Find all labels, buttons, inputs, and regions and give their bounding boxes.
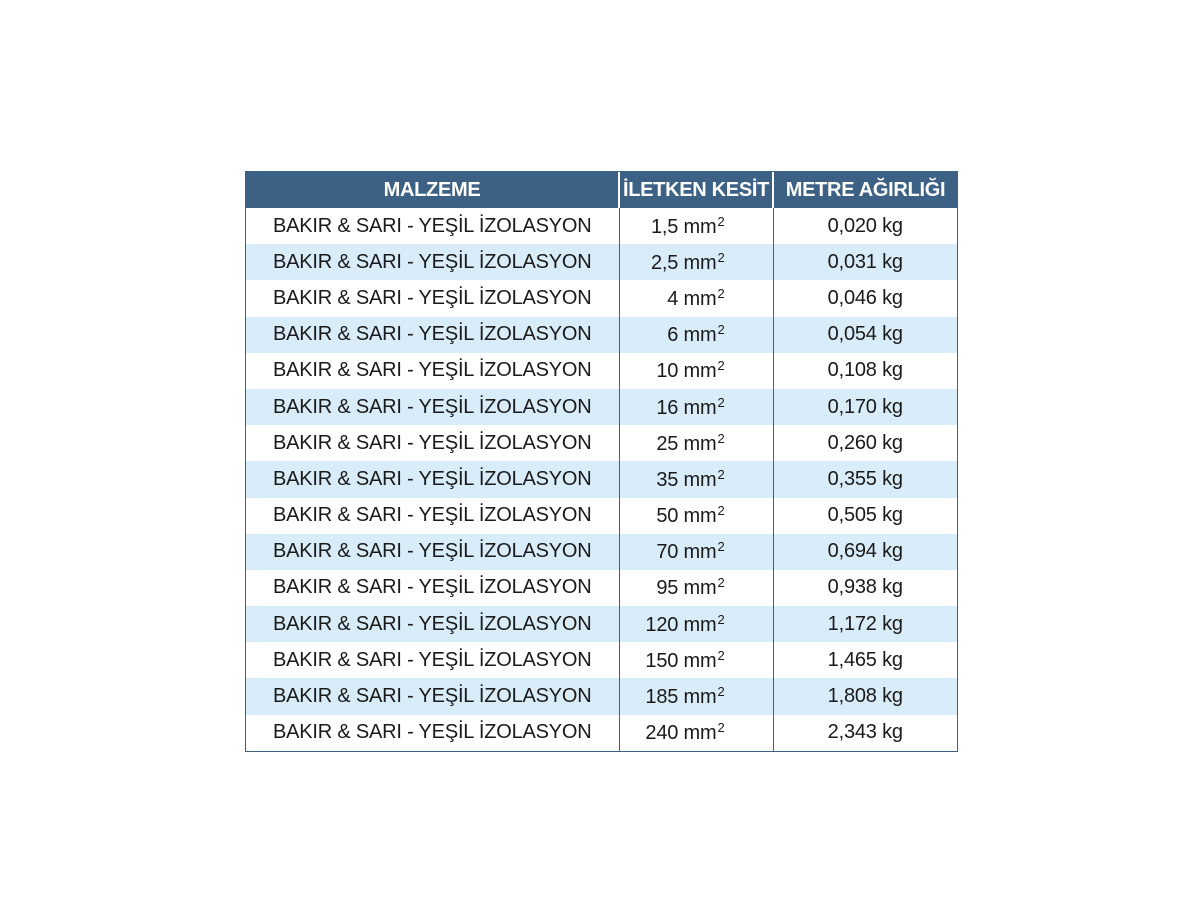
cell-metre-agirligi: 1,172 kg [773, 606, 957, 642]
cell-iletken-kesit [619, 715, 773, 751]
header-iletken-kesit: İLETKEN KESİT [619, 172, 773, 208]
cell-iletken-kesit [619, 317, 773, 353]
cell-iletken-kesit [619, 678, 773, 714]
unit-superscript: 2 [717, 358, 725, 374]
kesit-value: 150 mm [645, 649, 717, 672]
table-row [246, 715, 957, 751]
unit-superscript: 2 [717, 503, 725, 519]
header-malzeme: MALZEME [246, 172, 619, 208]
cell-metre-agirligi: 0,505 kg [773, 498, 957, 534]
cell-malzeme: BAKIR & SARI - YEŞİL İZOLASYON [272, 721, 592, 744]
unit-superscript: 2 [717, 322, 725, 338]
cell-iletken-kesit [619, 425, 773, 461]
table-row [246, 678, 957, 714]
cell-malzeme: BAKIR & SARI - YEŞİL İZOLASYON [246, 317, 619, 353]
table-header [246, 172, 957, 208]
cell-metre-agirligi: 0,170 kg [773, 389, 957, 425]
cell-iletken-kesit [619, 353, 773, 389]
cell-metre-agirligi: 0,938 kg [773, 570, 957, 606]
kesit-value: 50 mm [656, 505, 717, 528]
kesit-value: 2,5 mm [650, 251, 717, 274]
cell-metre-agirligi: 0,020 kg [773, 208, 957, 244]
cell-malzeme: BAKIR & SARI - YEŞİL İZOLASYON [246, 389, 619, 425]
cell-malzeme: BAKIR & SARI - YEŞİL İZOLASYON [272, 648, 592, 671]
unit-superscript: 2 [717, 466, 725, 482]
kesit-value: 4 mm [667, 287, 717, 310]
cell-iletken-kesit [619, 208, 773, 244]
cell-malzeme: BAKIR & SARI - YEŞİL İZOLASYON [272, 214, 592, 237]
unit-superscript: 2 [717, 249, 725, 265]
kesit-value: 35 mm [656, 468, 717, 491]
unit-superscript: 2 [717, 611, 725, 627]
header-metre-agirligi: METRE AĞIRLIĞI [773, 172, 957, 208]
cell-malzeme: BAKIR & SARI - YEŞİL İZOLASYON [246, 606, 619, 642]
cell-iletken-kesit [619, 498, 773, 534]
kesit-value: 16 mm [656, 396, 717, 419]
table-body [246, 208, 957, 751]
cell-metre-agirligi: 0,355 kg [773, 461, 957, 497]
cell-iletken-kesit [619, 534, 773, 570]
table-row [246, 570, 957, 606]
cell-malzeme: BAKIR & SARI - YEŞİL İZOLASYON [272, 286, 592, 309]
table-row [246, 208, 957, 244]
cell-iletken-kesit [619, 606, 773, 642]
kesit-value: 95 mm [656, 577, 717, 600]
kesit-value: 240 mm [645, 722, 717, 745]
table-row [246, 498, 957, 534]
unit-superscript: 2 [717, 285, 725, 301]
cell-metre-agirligi: 0,260 kg [773, 425, 957, 461]
cell-malzeme: BAKIR & SARI - YEŞİL İZOLASYON [272, 359, 592, 382]
cell-malzeme: BAKIR & SARI - YEŞİL İZOLASYON [246, 461, 619, 497]
table-row [246, 642, 957, 678]
cable-weight-table [246, 172, 957, 751]
table-row [246, 425, 957, 461]
unit-superscript: 2 [717, 575, 725, 591]
cell-iletken-kesit [619, 642, 773, 678]
cell-metre-agirligi: 1,465 kg [773, 642, 957, 678]
unit-superscript: 2 [717, 684, 725, 700]
unit-superscript: 2 [717, 647, 725, 663]
unit-superscript: 2 [717, 720, 725, 736]
kesit-value: 1,5 mm [650, 215, 717, 238]
unit-superscript: 2 [717, 430, 725, 446]
table-row [246, 606, 957, 642]
cell-malzeme: BAKIR & SARI - YEŞİL İZOLASYON [246, 244, 619, 280]
cell-metre-agirligi: 1,808 kg [773, 678, 957, 714]
cell-metre-agirligi: 2,343 kg [773, 715, 957, 751]
cell-iletken-kesit [619, 244, 773, 280]
cell-iletken-kesit [619, 280, 773, 316]
table-row [246, 389, 957, 425]
cell-malzeme: BAKIR & SARI - YEŞİL İZOLASYON [272, 431, 592, 454]
header-row [246, 172, 957, 208]
cell-metre-agirligi: 0,046 kg [773, 280, 957, 316]
cell-iletken-kesit [619, 570, 773, 606]
cell-malzeme: BAKIR & SARI - YEŞİL İZOLASYON [272, 576, 592, 599]
kesit-value: 70 mm [656, 541, 717, 564]
table-row [246, 244, 957, 280]
kesit-value: 25 mm [656, 432, 717, 455]
table-row [246, 353, 957, 389]
cell-iletken-kesit [619, 461, 773, 497]
cell-metre-agirligi: 0,694 kg [773, 534, 957, 570]
unit-superscript: 2 [717, 539, 725, 555]
cell-malzeme: BAKIR & SARI - YEŞİL İZOLASYON [246, 678, 619, 714]
cell-malzeme: BAKIR & SARI - YEŞİL İZOLASYON [246, 534, 619, 570]
cell-malzeme: BAKIR & SARI - YEŞİL İZOLASYON [272, 504, 592, 527]
unit-superscript: 2 [717, 213, 725, 229]
unit-superscript: 2 [717, 394, 725, 410]
cell-metre-agirligi: 0,054 kg [773, 317, 957, 353]
cable-weight-table-container [245, 171, 958, 752]
cell-metre-agirligi: 0,108 kg [773, 353, 957, 389]
kesit-value: 6 mm [667, 324, 717, 347]
table-row [246, 280, 957, 316]
kesit-value: 185 mm [645, 686, 717, 709]
kesit-value: 10 mm [656, 360, 717, 383]
cell-metre-agirligi: 0,031 kg [773, 244, 957, 280]
table-row [246, 534, 957, 570]
cell-iletken-kesit [619, 389, 773, 425]
kesit-value: 120 mm [645, 613, 717, 636]
table-row [246, 461, 957, 497]
table-row [246, 317, 957, 353]
